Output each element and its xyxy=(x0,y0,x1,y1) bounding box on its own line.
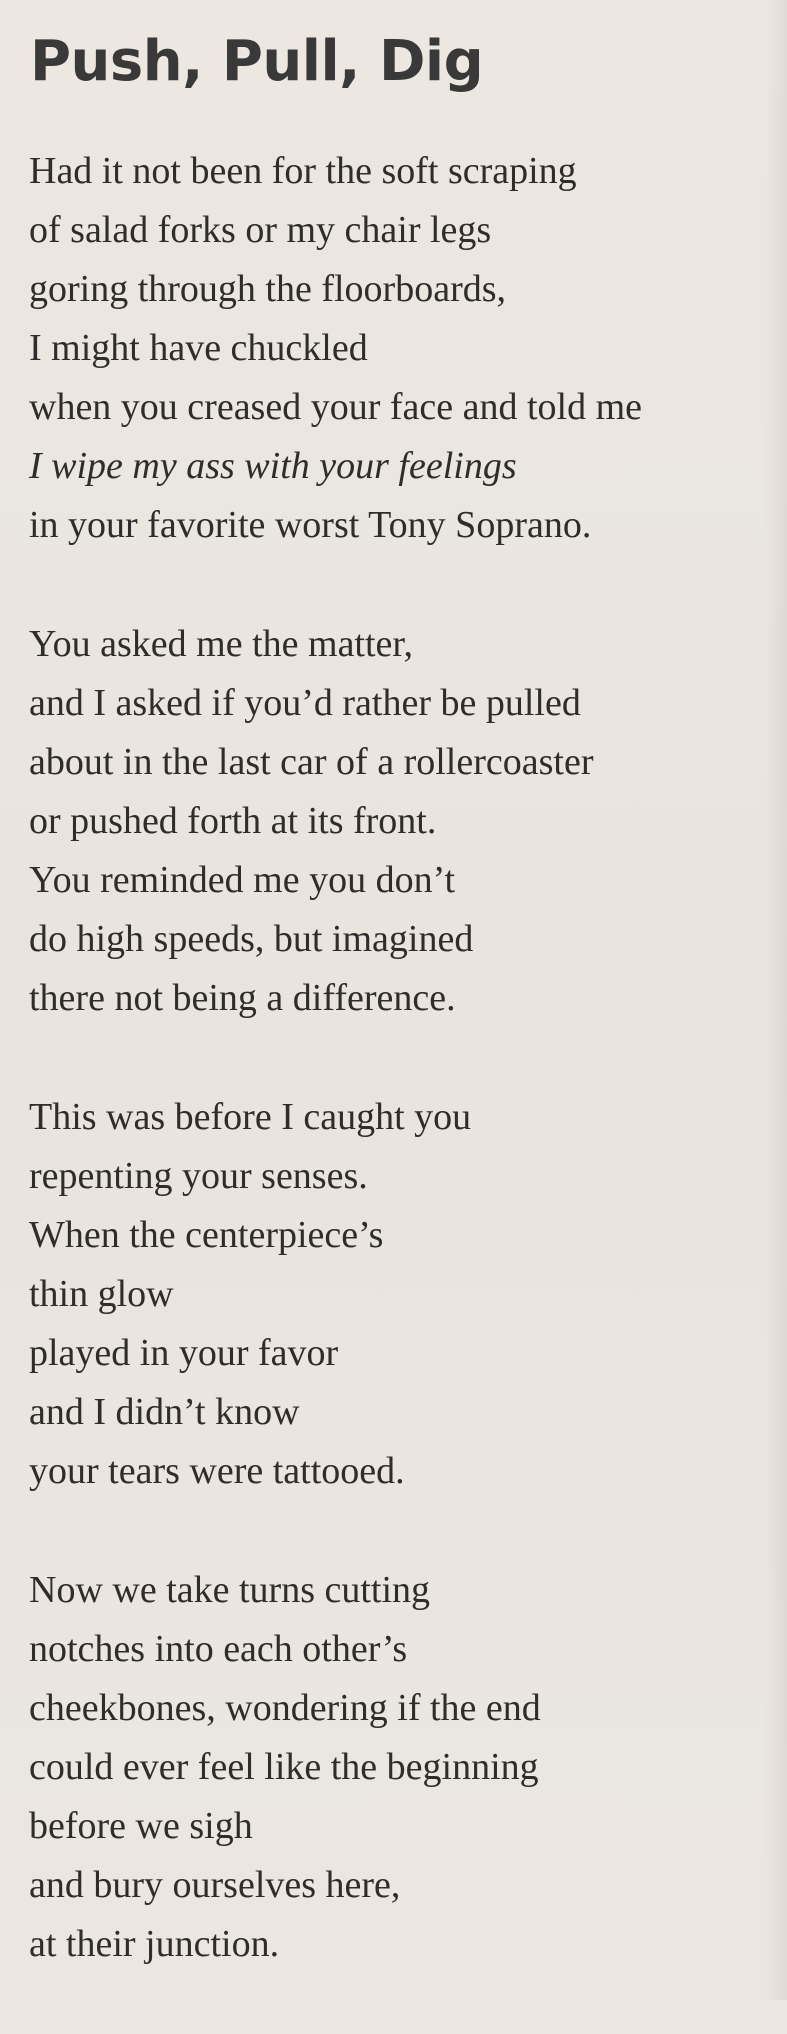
poem-line: of salad forks or my chair legs xyxy=(29,209,492,251)
stanza-2 xyxy=(29,615,769,1028)
stanza-1 xyxy=(29,142,769,555)
poem-line: Had it not been for the soft scraping xyxy=(29,150,577,192)
stanza-3 xyxy=(29,1088,769,1501)
poem-line: your tears were tattooed. xyxy=(29,1450,405,1492)
poem-line: Now we take turns cutting xyxy=(29,1569,431,1611)
poem-line: When the centerpiece’s xyxy=(29,1214,384,1256)
poem-line: This was before I caught you xyxy=(29,1096,472,1138)
poem-line: goring through the floorboards, xyxy=(29,268,507,310)
poem-line: could ever feel like the beginning xyxy=(29,1746,539,1788)
poem-line: You reminded me you don’t xyxy=(29,859,456,901)
poem-line: when you creased your face and told me xyxy=(29,386,643,428)
poem-line: I might have chuckled xyxy=(29,327,368,369)
poem-line: in your favorite worst Tony Soprano. xyxy=(29,504,592,546)
poem-line: do high speeds, but imagined xyxy=(29,918,474,960)
poem-line: repenting your senses. xyxy=(29,1155,368,1197)
poem-line: thin glow xyxy=(29,1273,174,1315)
poem-line: and bury ourselves here, xyxy=(29,1864,401,1906)
poem-line: at their junction. xyxy=(29,1923,280,1965)
poem-line: You asked me the matter, xyxy=(29,623,414,665)
poem-line: and I asked if you’d rather be pulled xyxy=(29,682,581,724)
poem-line: before we sigh xyxy=(29,1805,253,1847)
poem-line: notches into each other’s xyxy=(29,1628,408,1670)
poem-line-italic: I wipe my ass with your feelings xyxy=(29,445,517,487)
stanza-4 xyxy=(29,1561,769,1974)
poem-line: cheekbones, wondering if the end xyxy=(29,1687,541,1729)
poem-line: or pushed forth at its front. xyxy=(29,800,437,842)
poem-line: and I didn’t know xyxy=(29,1391,300,1433)
poem-line: about in the last car of a rollercoaster xyxy=(29,741,594,783)
poem-body xyxy=(29,142,769,2034)
poem-title: Push, Pull, Dig xyxy=(30,29,484,94)
poem-line: played in your favor xyxy=(29,1332,339,1374)
poem-line: there not being a difference. xyxy=(29,977,456,1019)
